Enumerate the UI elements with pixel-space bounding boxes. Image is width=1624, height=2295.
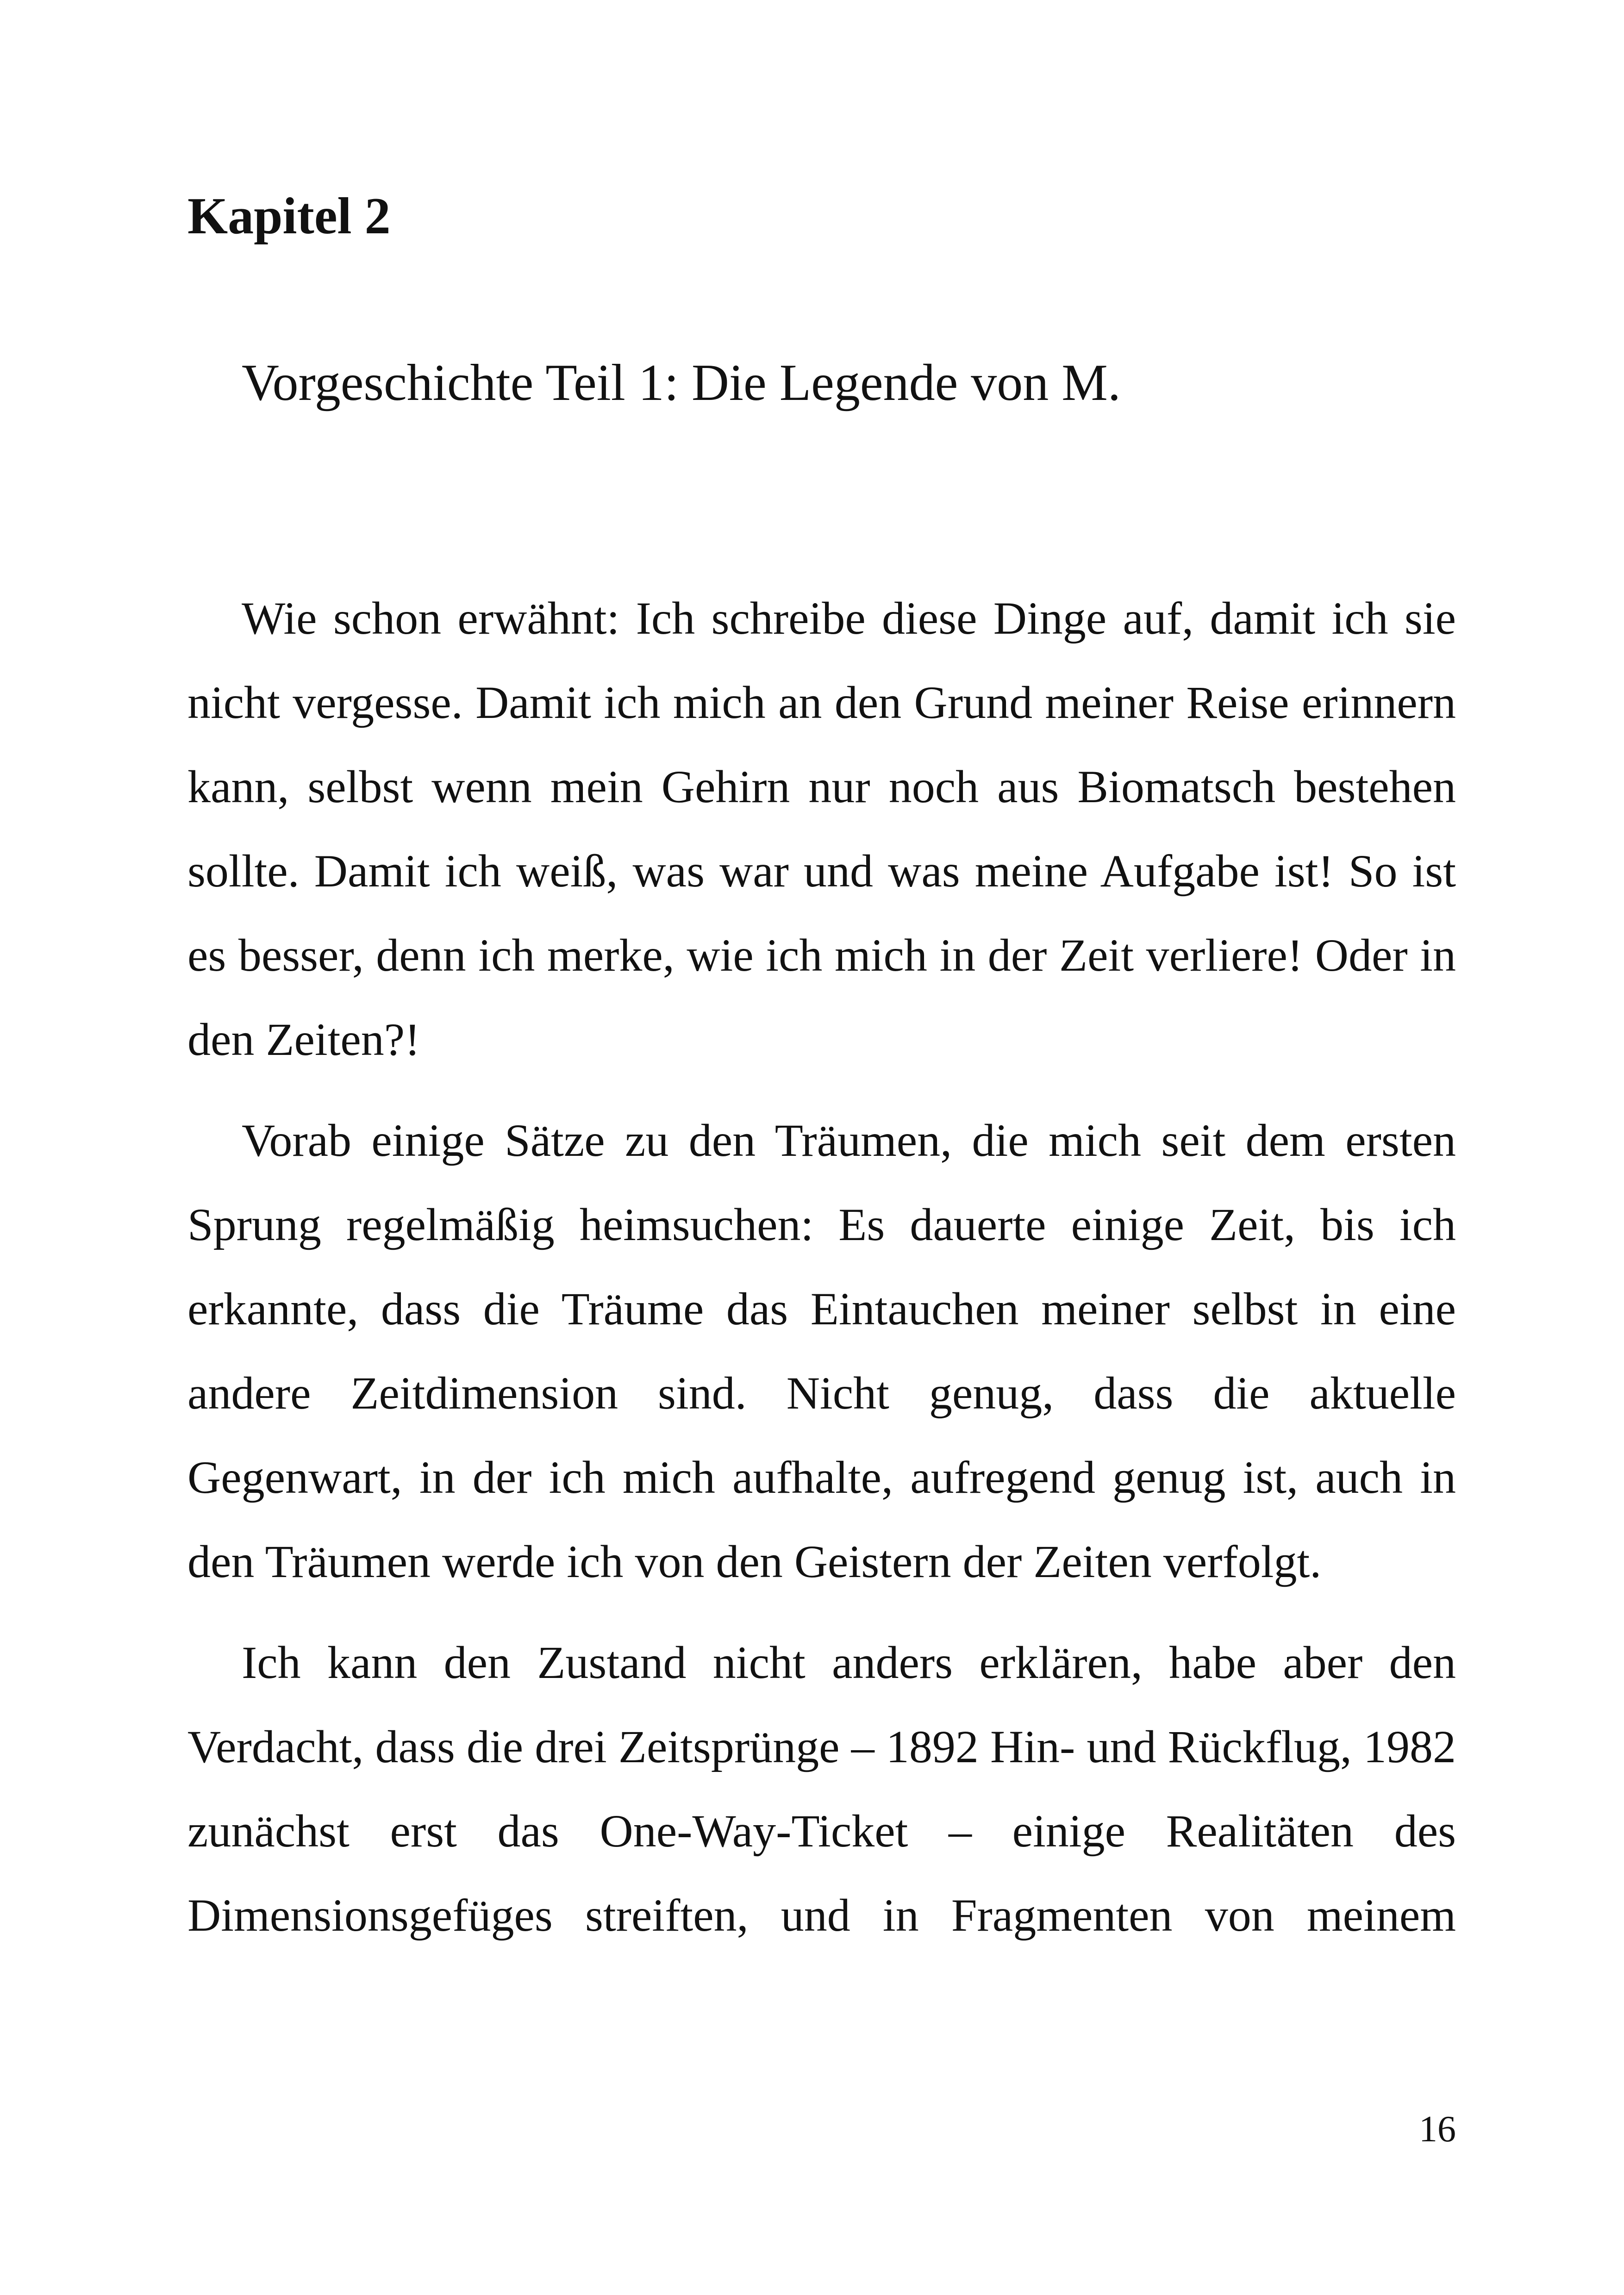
body-text [187,576,1456,1958]
paragraph: Vorab einige Sätze zu den Träumen, die mich seit dem ersten Sprung regelmäßig heimsuchen: Es dauerte einige Zeit, bis ich erkannte, dass die Träume das Eintauchen meiner selbst in eine andere Zeitdimension sind. Nicht genug, dass die aktuelle Gegenwart, in der ich mich aufhalte, aufregend genug ist, auch in den Träumen werde ich von den Geistern der Zeiten verfolgt. [187,1115,1456,1587]
section-heading: Vorgeschichte Teil 1: Die Legende von M. [242,354,1121,412]
chapter-heading: Kapitel 2 [187,187,391,245]
page-number: 16 [1419,2109,1456,2150]
paragraph: Ich kann den Zustand nicht anders erklären, habe aber den Verdacht, dass die drei Zeitsprünge – 1892 Hin- und Rückflug, 1982 zunächst erst das One-Way-Ticket – einige Realitäten des Dimensionsgefüges streiften, und in Fragmenten von meinem [187,1637,1456,1941]
paragraph: Wie schon erwähnt: Ich schreibe diese Dinge auf, damit ich sie nicht vergesse. Damit ich mich an den Grund meiner Reise erinnern kann, selbst wenn mein Gehirn nur noch aus Biomatsch bestehen sollte. Damit ich weiß, was war und was meine Aufgabe ist! So ist es besser, denn ich merke, wie ich mich in der Zeit verliere! Oder in den Zeiten?! [187,592,1456,1065]
